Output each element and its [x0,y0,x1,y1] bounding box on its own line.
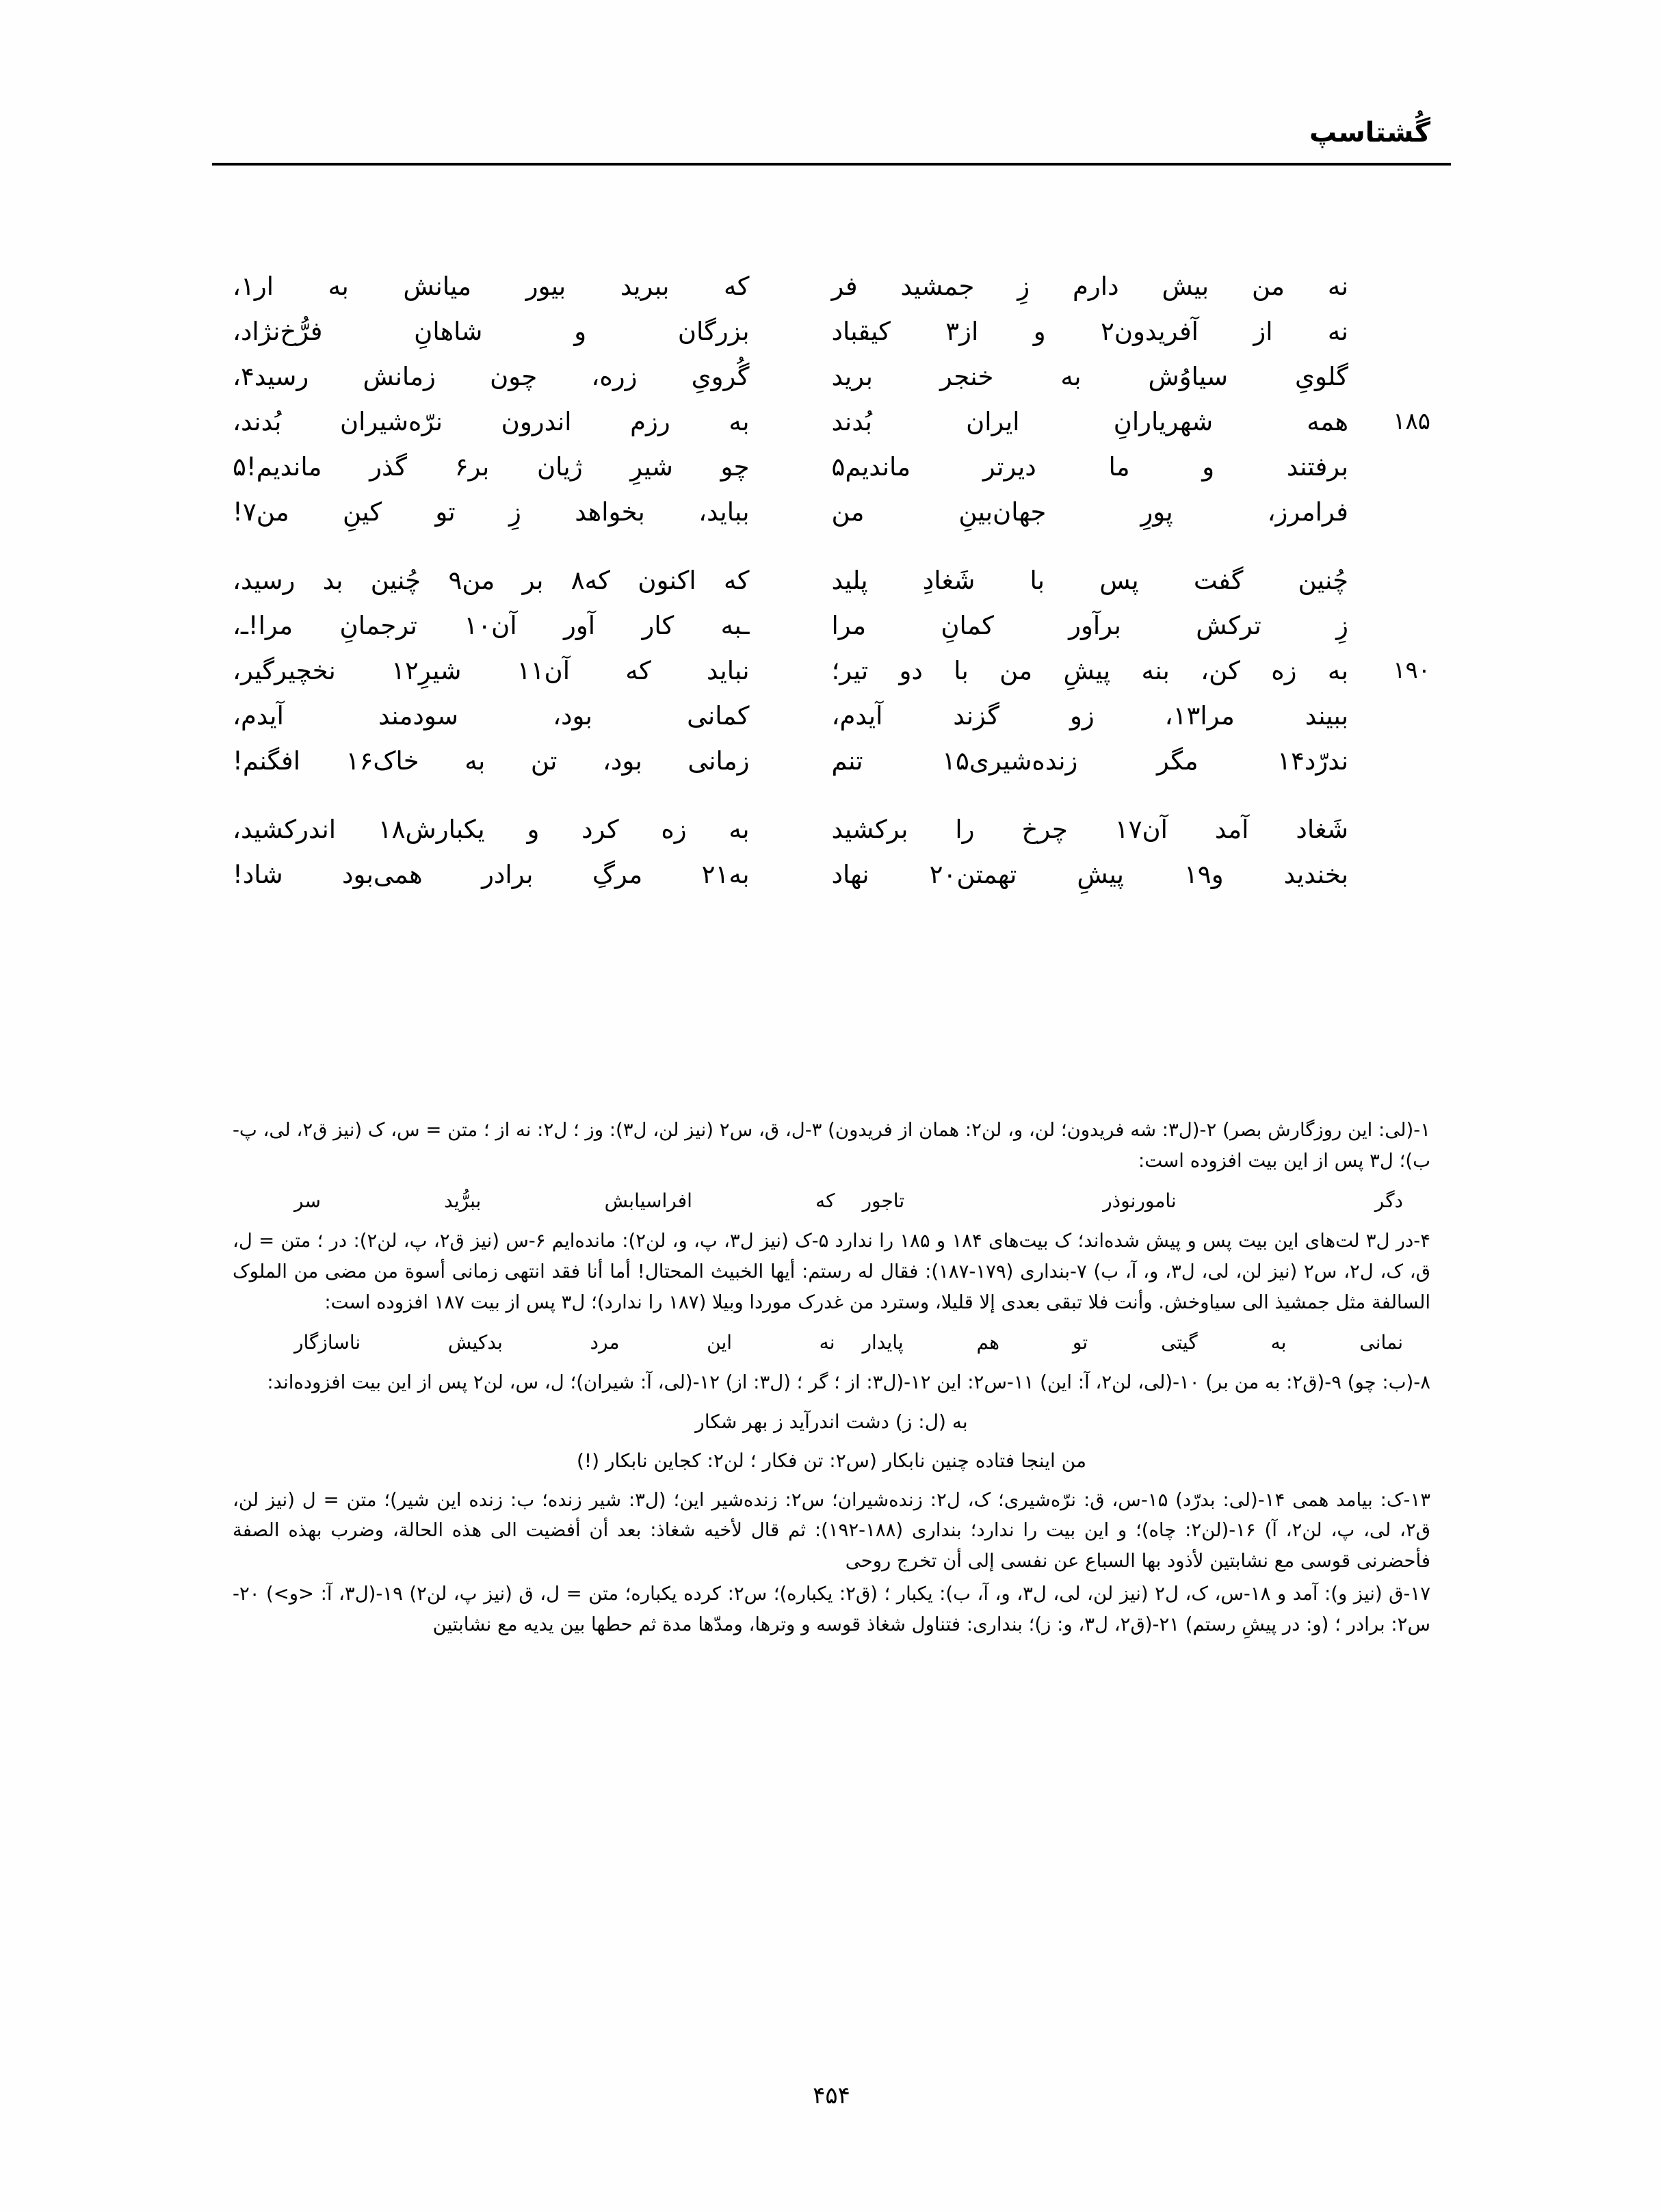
verse-stanza [233,810,1430,893]
verse-line [233,357,1430,395]
hemistich-second: بزرگان و شاهانِ فرُّخ‌نژاد، [233,317,750,346]
verse-number: ۱۹۰ [1393,657,1430,684]
verse-line [233,267,1430,305]
apparatus-note: ۴-در ل۳ لت‌های این بیت پس و پیش شده‌اند؛ ک بیت‌های ۱۸۴ و ۱۸۵ را ندارد ۵-ک (نیز ل۳، پ، و، لن۲): مانده‌ایم ۶-س (نیز ق۲، پ، لن۲): در ؛ متن = ل، ق، ک، ل۲، س۲ (نیز لن، لی، ل۳، و، آ، ب) ۷-بنداری (۱۷۹-۱۸۷): فقال له رستم: أیها الخبیث المحتال! أما أنا فقد انتهی زمانی أسوة من مضی من الملوک السالفة مثل جمشیذ الی سیاوخش. وأنت فلا تبقی بعدی إلا قلیلا، وسترد من غدرک موردا وبیلا (۱۸۷ را ندارد)؛ ل۳ پس از بیت ۱۸۷ افزوده است: [233,1230,1431,1313]
hemistich-first: ببیند مرا۱۳، زو گزند آیدم، [831,701,1348,730]
verse-number [1348,810,1430,815]
hemistich-first: شَغاد آمد آن۱۷ چرخ را برکشید [831,815,1348,844]
verse-number: ۱۸۵ [1393,408,1430,435]
hemistich-first: ندرّد۱۴ مگر زنده‌شیری۱۵ تنم [831,746,1348,776]
hemistich-second: زمانی بود، تن به خاک۱۶ افگنم! [233,746,750,776]
verse-line [233,492,1430,531]
hemistich-second: چو شیرِ ژیان بر۶ گذر ماندیم!۵ [233,452,750,482]
hemistich-first: زِ ترکش برآور کمانِ مرا [831,611,1348,640]
hemistich-second: به زه کرد و یکبارش۱۸ اندرکشید، [233,815,750,844]
hemistich-second: به رزم اندرون نرّه‌شیران بُدند، [233,407,750,436]
header-rule [212,163,1451,166]
hemistich-first: همه شهریارانِ ایران بُدند [831,407,1348,436]
verse-line [233,741,1430,780]
hemistich-first: برفتند و ما دیرتر ماندیم۵ [831,452,1348,482]
hemistich-first: نه از آفریدون۲ و از۳ کیقباد [831,317,1348,346]
verse-area [233,267,1430,923]
hemistich-first: به زه کن، بنه پیشِ من با دو تیر؛ [831,656,1348,685]
verse-line [233,696,1430,735]
verse-stanza [233,267,1430,531]
apparatus-inserted-verse [233,1185,1430,1216]
verse-stanza [233,561,1430,780]
hemistich-first: گلویِ سیاوُش به خنجر برید [831,362,1348,391]
verse-number [1348,267,1430,272]
hemistich-second: گُرویِ زره، چون زمانش رسید۴، [233,362,750,391]
running-head [233,116,1430,178]
verse-line [233,606,1430,644]
page-number: ۴۵۴ [813,2082,850,2109]
verse-number [1348,696,1430,702]
apparatus-inserted-line: به (ل: ز) دشت اندرآید ز بهر شکار [695,1410,968,1433]
hemistich-second: که ببرید بیور میانش به ار‌۱، [233,272,750,301]
verse-number [1348,606,1430,611]
apparatus-note: ۱۷-ق (نیز و): آمد و ۱۸-س، ک، ل۲ (نیز لن، لی، ل۳، و، آ، ب): یکبار ؛ (ق۲: یکباره)؛ س۲: کرده یکباره؛ متن = ل، ق (نیز پ، لن۲) ۱۹-(ل۳، آ: <و>) ۲۰-س۲: برادر ؛ (و: در پیشِ رستم) ۲۱-(ق۲، ل۳، و: ز)؛ بنداری: فتناول شغاذ قوسه و وترها، ومدّها مدة ثم حطها بین یدیه مع نشابتین [233,1583,1430,1635]
verse-number [1348,492,1430,498]
verse-number [1348,855,1430,860]
verse-line [233,561,1430,599]
verse-number [1348,561,1430,566]
verse-line [233,447,1430,486]
hemistich-second: به۲۱ مرگِ برادر همی‌بود شاد! [233,860,750,889]
inserted-hemistich-first: نمانی به گیتی تو هم پایدار [862,1331,1403,1354]
verse-line [233,810,1430,848]
verse-line [233,402,1430,440]
apparatus-inserted-line: من اینجا فتاده چنین نابکار (س۲: تن فکار ؛ لن۲: کجاین نابکار (!) [577,1449,1086,1473]
hemistich-second: که اکنون که۸ بر من۹ چُنین بد رسید، [233,566,750,595]
hemistich-second: ـبه کار آور آن۱۰ ترجمانِ مرا!ـ، [233,611,750,640]
verse-number [1348,741,1430,747]
hemistich-first: نه من بیش دارم زِ جمشید فر [831,272,1348,301]
hemistich-second: بباید، بخواهد زِ تو کینِ من۷! [233,497,750,527]
verse-line [233,855,1430,893]
verse-number [1348,312,1430,317]
verse-line [233,651,1430,689]
apparatus-note: ۸-(ب: چو) ۹-(ق۲: به من بر) ۱۰-(لی، لن۲، آ: این) ۱۱-س۲: این ۱۲-(ل۳: از ؛ گر ؛ (ل۳: از) ۱۲-(لی، آ: شیران)؛ ل، س، لن۲ پس از این بیت افزوده‌اند: [267,1371,1430,1394]
running-head-title: گُشتاسپ [1309,117,1430,148]
verse-number [1348,447,1430,453]
apparatus-note: ۱-(لی: این روزگارش بصر) ۲-(ل۳: شه فریدون؛ لن، و، لن۲: همان از فریدون) ۳-ل، ق، س۲ (نیز لن، ل۳): وز ؛ ل۲: نه از ؛ متن = س، ک (نیز ق۲، لی، پ-ب)؛ ل۳ پس از این بیت افزوده است: [233,1119,1430,1172]
hemistich-first: چُنین گفت پس با شَغادِ پلید [831,566,1348,595]
hemistich-first: فرامرز، پورِ جهان‌بینِ من [831,497,1348,527]
verse-number [1348,357,1430,363]
hemistich-second: کمانی بود، سودمند آیدم، [233,701,750,730]
hemistich-first: بخندید و۱۹ پیشِ تهمتن۲۰ نهاد [831,860,1348,889]
critical-apparatus [233,1115,1430,1642]
inserted-hemistich-first: دگر نامورنوذر تاجور [862,1189,1403,1213]
inserted-hemistich-second: نه این مرد بدکیش ناسازگار [294,1331,835,1354]
hemistich-second: نباید که آن۱۱ شیرِ۱۲ نخچیرگیر، [233,656,750,685]
apparatus-inserted-verse [233,1327,1430,1358]
inserted-hemistich-second: که افراسیابش ببرُّید سر [294,1189,835,1213]
apparatus-note: ۱۳-ک: بیامد همی ۱۴-(لی: بدرّد) ۱۵-س، ق: نرّه‌شیری؛ ک، ل۲: زنده‌شیران؛ س۲: زنده‌شیر این؛ (ل۳: شیر زنده؛ ب: زنده این شیر)؛ متن = ل (نیز لن، ق۲، لی، پ، لن۲، آ) ۱۶-(لن۲: چاه)؛ و این بیت را ندارد؛ بنداری (۱۸۸-۱۹۲): ثم قال لأخیه شغاذ: بعد أن أفضیت الی هذه الحالة، وضرب بهذه الصفة فأحضرنی قوسی مع نشابتین لأذود بها السباع عن نفسی إلی أن تخرج روحی [233,1488,1431,1572]
verse-line [233,312,1430,350]
